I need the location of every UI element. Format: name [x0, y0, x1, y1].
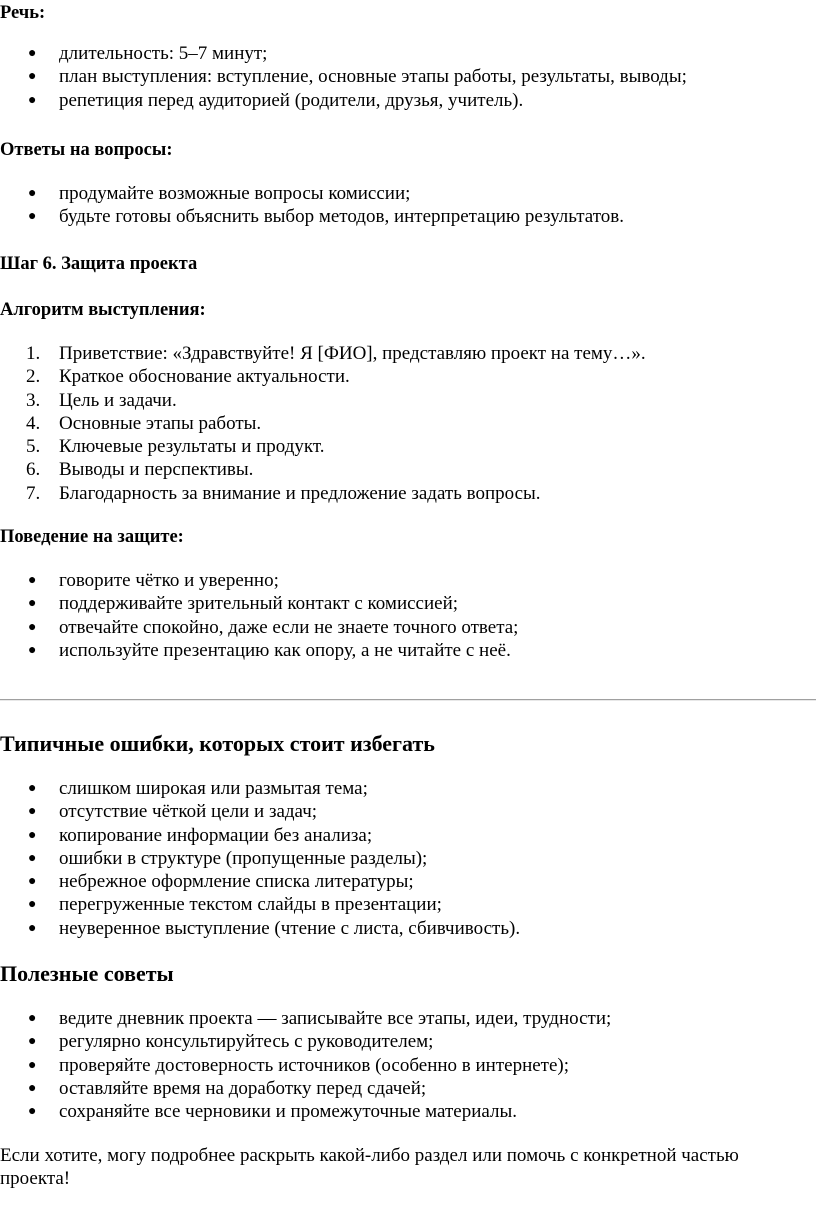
- bullet-dot-icon: ●: [28, 209, 37, 225]
- bullet-dot-icon: ●: [28, 850, 37, 866]
- tips-heading: Полезные советы: [0, 961, 174, 986]
- speech-heading: Речь:: [0, 3, 46, 23]
- bullet-dot-icon: ●: [28, 69, 37, 85]
- bullet-dot-icon: ●: [28, 619, 37, 635]
- bullet-dot-icon: ●: [28, 573, 37, 588]
- bullet-dot-icon: ●: [28, 1034, 37, 1050]
- behavior-heading: Поведение на защите:: [0, 527, 184, 547]
- bullet-dot-icon: ●: [28, 642, 37, 658]
- bullet-dot-icon: ●: [28, 804, 37, 820]
- step6-heading: Шаг 6. Защита проекта: [0, 254, 198, 274]
- bullet-dot-icon: ●: [28, 596, 37, 612]
- bullet-dot-icon: ●: [28, 92, 37, 108]
- bullet-dot-icon: ●: [28, 1057, 37, 1073]
- bullet-dot-icon: ●: [28, 781, 37, 796]
- closing-paragraph: Если хотите, могу подробнее раскрыть какой-либо раздел или помочь с конкретной частью проекта!: [0, 1145, 739, 1189]
- mistakes-heading: Типичные ошибки, которых стоит избегать: [0, 731, 435, 756]
- bullet-dot-icon: ●: [28, 920, 37, 936]
- bullet-dot-icon: ●: [28, 186, 37, 201]
- bullet-dot-icon: ●: [28, 827, 37, 843]
- horizontal-divider: [0, 699, 816, 701]
- bullet-dot-icon: ●: [28, 897, 37, 913]
- answers-heading: Ответы на вопросы:: [0, 140, 173, 160]
- bullet-dot-icon: ●: [28, 46, 37, 61]
- bullet-dot-icon: ●: [28, 874, 37, 890]
- bullet-dot-icon: ●: [28, 1080, 37, 1096]
- algorithm-heading: Алгоритм выступления:: [0, 300, 206, 320]
- bullet-dot-icon: ●: [28, 1011, 37, 1026]
- bullet-dot-icon: ●: [28, 1104, 37, 1120]
